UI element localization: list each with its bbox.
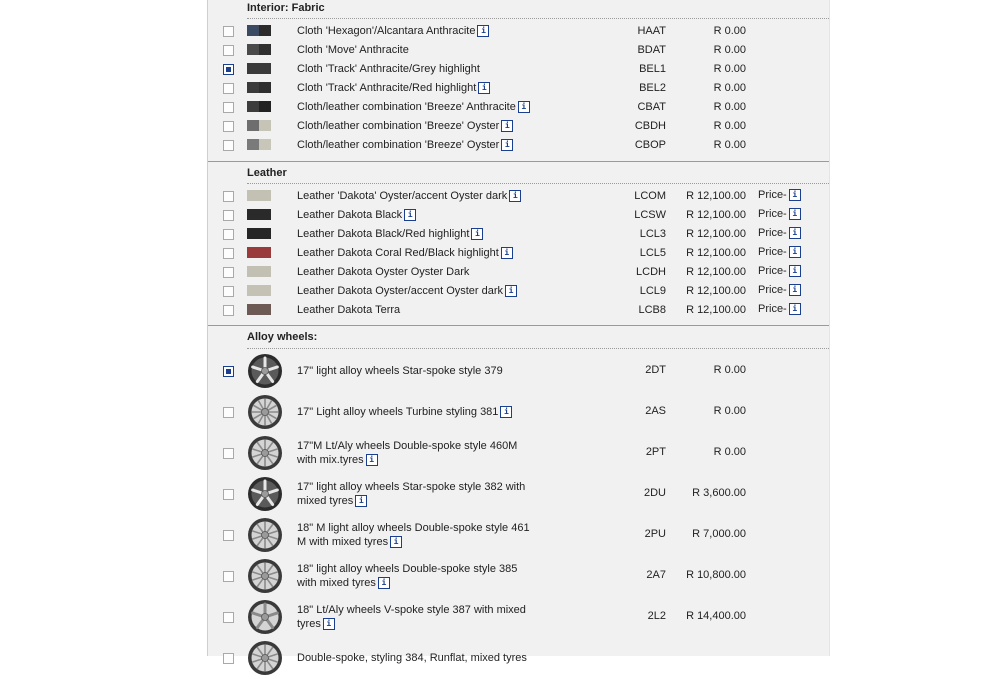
option-name xyxy=(297,100,537,114)
option-name-line xyxy=(297,480,537,494)
info-icon[interactable]: i xyxy=(505,285,517,297)
option-name-text: Cloth 'Track' Anthracite/Red highlight xyxy=(297,82,477,94)
option-name xyxy=(297,246,537,260)
option-price: R 12,100.00 xyxy=(686,285,746,297)
option-price: R 0.00 xyxy=(713,139,746,151)
option-name-text: Leather Dakota Black/Red highlight xyxy=(297,228,470,240)
option-code: 2L2 xyxy=(647,610,666,622)
option-code: BEL1 xyxy=(639,63,666,75)
info-icon[interactable]: i xyxy=(477,25,489,37)
price-link-label[interactable]: Price- xyxy=(758,284,787,296)
info-icon[interactable]: i xyxy=(789,265,801,277)
option-row xyxy=(208,23,829,39)
info-icon[interactable]: i xyxy=(789,284,801,296)
wheel-option-row xyxy=(208,599,829,635)
option-name xyxy=(297,227,537,241)
wheel-option-row xyxy=(208,394,829,430)
option-name xyxy=(297,651,537,665)
color-swatch xyxy=(247,285,271,296)
info-icon[interactable]: i xyxy=(390,536,402,548)
option-name-text: 18" light alloy wheels Double-spoke style 385 xyxy=(297,563,518,575)
option-code: LCSW xyxy=(634,209,666,221)
option-name-line xyxy=(297,439,537,453)
option-name xyxy=(297,138,537,152)
option-code: LCDH xyxy=(636,266,666,278)
color-swatch xyxy=(247,247,271,258)
color-swatch xyxy=(247,82,271,93)
option-name xyxy=(297,208,537,222)
option-code: LCB8 xyxy=(638,304,666,316)
info-icon[interactable]: i xyxy=(789,208,801,220)
option-code: BDAT xyxy=(637,44,666,56)
option-row xyxy=(208,245,829,261)
alloy-wheel-icon xyxy=(247,517,283,553)
option-code: BEL2 xyxy=(639,82,666,94)
option-name-text: Cloth/leather combination 'Breeze' Anthracite xyxy=(297,101,516,113)
option-checkbox[interactable] xyxy=(223,366,234,377)
alloy-wheel-icon xyxy=(247,353,283,389)
option-checkbox[interactable] xyxy=(223,267,234,278)
option-price: R 0.00 xyxy=(713,63,746,75)
option-checkbox[interactable] xyxy=(223,407,234,418)
option-name xyxy=(297,480,537,508)
info-icon[interactable]: i xyxy=(789,303,801,315)
option-price: R 12,100.00 xyxy=(686,266,746,278)
option-name xyxy=(297,439,537,467)
option-checkbox[interactable] xyxy=(223,191,234,202)
option-name xyxy=(297,562,537,590)
option-name xyxy=(297,303,537,317)
options-panel xyxy=(207,0,830,664)
option-name xyxy=(297,43,537,57)
color-swatch xyxy=(247,209,271,220)
alloy-wheel-icon xyxy=(247,435,283,471)
wheel-option-row xyxy=(208,640,829,676)
color-swatch xyxy=(247,101,271,112)
option-name-text: Leather Dakota Coral Red/Black highlight xyxy=(297,247,499,259)
color-swatch xyxy=(247,190,271,201)
price-link[interactable] xyxy=(758,265,801,277)
option-checkbox[interactable] xyxy=(223,448,234,459)
info-icon[interactable]: i xyxy=(323,618,335,630)
alloy-wheel-icon xyxy=(247,476,283,512)
option-name xyxy=(297,265,537,279)
option-name-text: 17" Light alloy wheels Turbine styling 381 xyxy=(297,406,499,418)
option-price: R 0.00 xyxy=(713,44,746,56)
price-link[interactable] xyxy=(758,189,801,201)
info-icon[interactable]: i xyxy=(404,209,416,221)
option-checkbox[interactable] xyxy=(223,83,234,94)
option-checkbox[interactable] xyxy=(223,64,234,75)
option-row xyxy=(208,188,829,204)
option-code: LCL9 xyxy=(639,285,666,297)
option-name-line xyxy=(297,651,537,665)
color-swatch xyxy=(247,25,271,36)
color-swatch xyxy=(247,44,271,55)
option-row xyxy=(208,99,829,115)
option-name-text: 18" Lt/Aly wheels V-spoke style 387 with mixed xyxy=(297,604,526,616)
option-price: R 7,000.00 xyxy=(692,528,746,540)
color-swatch xyxy=(247,139,271,150)
option-row xyxy=(208,264,829,280)
wheel-option-row xyxy=(208,435,829,471)
option-row xyxy=(208,302,829,318)
alloy-wheel-icon xyxy=(247,558,283,594)
price-link[interactable] xyxy=(758,227,801,239)
info-icon[interactable]: i xyxy=(478,82,490,94)
option-price: R 0.00 xyxy=(713,101,746,113)
wheel-option-row xyxy=(208,517,829,553)
info-icon[interactable]: i xyxy=(789,227,801,239)
price-link-label[interactable]: Price- xyxy=(758,227,787,239)
option-name-text: Leather Dakota Oyster/accent Oyster dark xyxy=(297,285,504,297)
option-name-text: mixed tyres xyxy=(297,495,354,507)
option-name xyxy=(297,603,537,631)
alloy-wheel-icon xyxy=(247,640,283,676)
option-name xyxy=(297,81,537,95)
info-icon[interactable]: i xyxy=(789,189,801,201)
option-name-text: M with mixed tyres xyxy=(297,536,389,548)
option-name-text: Double-spoke, styling 384, Runflat, mixed tyres xyxy=(297,652,527,664)
option-name-text: Cloth 'Hexagon'/Alcantara Anthracite xyxy=(297,25,476,37)
option-code: CBOP xyxy=(634,139,666,151)
price-link-label[interactable]: Price- xyxy=(758,189,787,201)
option-checkbox[interactable] xyxy=(223,45,234,56)
price-link-label[interactable]: Price- xyxy=(758,303,787,315)
wheel-image xyxy=(247,394,283,433)
price-link[interactable] xyxy=(758,208,801,220)
option-price: R 12,100.00 xyxy=(686,190,746,202)
option-code: LCL3 xyxy=(639,228,666,240)
wheel-image xyxy=(247,353,283,392)
option-name-text: 17" light alloy wheels Star-spoke style 382 with xyxy=(297,481,526,493)
option-row xyxy=(208,80,829,96)
option-name-text: Leather Dakota Oyster Oyster Dark xyxy=(297,266,470,278)
info-icon[interactable]: i xyxy=(509,190,521,202)
section-title: Interior: Fabric xyxy=(247,2,325,14)
option-price: R 12,100.00 xyxy=(686,209,746,221)
option-name-line xyxy=(297,603,537,617)
option-row xyxy=(208,61,829,77)
option-checkbox[interactable] xyxy=(223,248,234,259)
option-price: R 0.00 xyxy=(713,446,746,458)
option-name-line xyxy=(297,364,537,378)
info-icon[interactable]: i xyxy=(501,139,513,151)
section-title-divider xyxy=(247,348,829,349)
option-code: 2AS xyxy=(645,405,666,417)
option-name xyxy=(297,521,537,549)
option-price: R 0.00 xyxy=(713,364,746,376)
info-icon[interactable]: i xyxy=(501,120,513,132)
option-name xyxy=(297,284,537,298)
option-checkbox[interactable] xyxy=(223,489,234,500)
option-checkbox[interactable] xyxy=(223,102,234,113)
option-name-text: with mix.tyres xyxy=(297,454,364,466)
option-checkbox[interactable] xyxy=(223,286,234,297)
wheel-image xyxy=(247,435,283,474)
option-name-text: 17" light alloy wheels Star-spoke style 379 xyxy=(297,365,503,377)
option-price: R 0.00 xyxy=(713,82,746,94)
alloy-wheel-icon xyxy=(247,394,283,430)
option-checkbox[interactable] xyxy=(223,26,234,37)
wheel-image xyxy=(247,476,283,515)
option-name-text: Leather Dakota Black xyxy=(297,209,403,221)
option-price: R 12,100.00 xyxy=(686,247,746,259)
info-icon[interactable]: i xyxy=(501,247,513,259)
price-link[interactable] xyxy=(758,246,801,258)
option-price: R 3,600.00 xyxy=(692,487,746,499)
info-icon[interactable]: i xyxy=(355,495,367,507)
info-icon[interactable]: i xyxy=(366,454,378,466)
wheel-image xyxy=(247,599,283,638)
price-link-label[interactable]: Price- xyxy=(758,246,787,258)
option-name-line xyxy=(297,576,537,590)
option-price: R 0.00 xyxy=(713,405,746,417)
color-swatch xyxy=(247,63,271,74)
option-checkbox[interactable] xyxy=(223,210,234,221)
option-code: CBAT xyxy=(637,101,666,113)
option-checkbox[interactable] xyxy=(223,612,234,623)
option-name-text: Cloth 'Move' Anthracite xyxy=(297,44,409,56)
option-code: LCL5 xyxy=(639,247,666,259)
option-row xyxy=(208,283,829,299)
info-icon[interactable]: i xyxy=(500,406,512,418)
option-name-line xyxy=(297,617,537,631)
option-price: R 12,100.00 xyxy=(686,304,746,316)
option-checkbox[interactable] xyxy=(223,571,234,582)
option-name-line xyxy=(297,494,537,508)
section-divider xyxy=(208,325,829,326)
price-link[interactable] xyxy=(758,303,801,315)
option-name-text: Leather 'Dakota' Oyster/accent Oyster dark xyxy=(297,190,508,202)
option-name xyxy=(297,62,537,76)
option-checkbox[interactable] xyxy=(223,305,234,316)
option-name-text: with mixed tyres xyxy=(297,577,376,589)
option-checkbox[interactable] xyxy=(223,229,234,240)
option-price: R 0.00 xyxy=(713,25,746,37)
option-price: R 10,800.00 xyxy=(686,569,746,581)
price-link-label[interactable]: Price- xyxy=(758,265,787,277)
option-checkbox[interactable] xyxy=(223,530,234,541)
wheel-image xyxy=(247,640,283,679)
option-name-text: Cloth 'Track' Anthracite/Grey highlight xyxy=(297,63,480,75)
section-title-divider xyxy=(247,183,829,184)
option-name xyxy=(297,189,537,203)
option-row xyxy=(208,118,829,134)
option-name-text: 17"M Lt/Aly wheels Double-spoke style 460M xyxy=(297,440,518,452)
price-link-label[interactable]: Price- xyxy=(758,208,787,220)
option-code: LCOM xyxy=(634,190,666,202)
option-code: 2PU xyxy=(644,528,666,540)
option-row xyxy=(208,226,829,242)
option-row xyxy=(208,207,829,223)
option-name-line xyxy=(297,535,537,549)
option-price: R 12,100.00 xyxy=(686,228,746,240)
price-link[interactable] xyxy=(758,284,801,296)
option-code: HAAT xyxy=(637,25,666,37)
option-price: R 14,400.00 xyxy=(686,610,746,622)
color-swatch xyxy=(247,266,271,277)
section-title: Leather xyxy=(247,167,287,179)
section-divider xyxy=(208,161,829,162)
wheel-option-row xyxy=(208,558,829,594)
option-name-text: 18" M light alloy wheels Double-spoke style 461 xyxy=(297,522,530,534)
info-icon[interactable]: i xyxy=(789,246,801,258)
option-checkbox[interactable] xyxy=(223,121,234,132)
option-name-text: Cloth/leather combination 'Breeze' Oyster xyxy=(297,120,500,132)
option-code: 2A7 xyxy=(646,569,666,581)
info-icon[interactable]: i xyxy=(471,228,483,240)
alloy-wheel-icon xyxy=(247,599,283,635)
info-icon[interactable]: i xyxy=(518,101,530,113)
section-title: Alloy wheels: xyxy=(247,331,318,343)
color-swatch xyxy=(247,304,271,315)
wheel-option-row xyxy=(208,353,829,389)
option-name-line xyxy=(297,453,537,467)
option-name xyxy=(297,24,537,38)
option-name xyxy=(297,405,537,419)
option-code: 2PT xyxy=(645,446,666,458)
option-code: 2DT xyxy=(645,364,666,376)
option-row xyxy=(208,42,829,58)
section-title-divider xyxy=(247,18,829,19)
option-name xyxy=(297,364,537,378)
option-code: 2DU xyxy=(643,487,666,499)
option-checkbox[interactable] xyxy=(223,653,234,664)
option-name-line xyxy=(297,562,537,576)
option-name-text: tyres xyxy=(297,618,321,630)
color-swatch xyxy=(247,228,271,239)
option-name xyxy=(297,119,537,133)
option-name-text: Leather Dakota Terra xyxy=(297,304,401,316)
wheel-image xyxy=(247,558,283,597)
wheel-option-row xyxy=(208,476,829,512)
option-name-line xyxy=(297,521,537,535)
color-swatch xyxy=(247,120,271,131)
info-icon[interactable]: i xyxy=(378,577,390,589)
option-price: R 0.00 xyxy=(713,120,746,132)
option-checkbox[interactable] xyxy=(223,140,234,151)
option-row xyxy=(208,137,829,153)
option-name-text: Cloth/leather combination 'Breeze' Oyster xyxy=(297,139,500,151)
wheel-image xyxy=(247,517,283,556)
option-code: CBDH xyxy=(634,120,666,132)
option-name-line xyxy=(297,405,537,419)
